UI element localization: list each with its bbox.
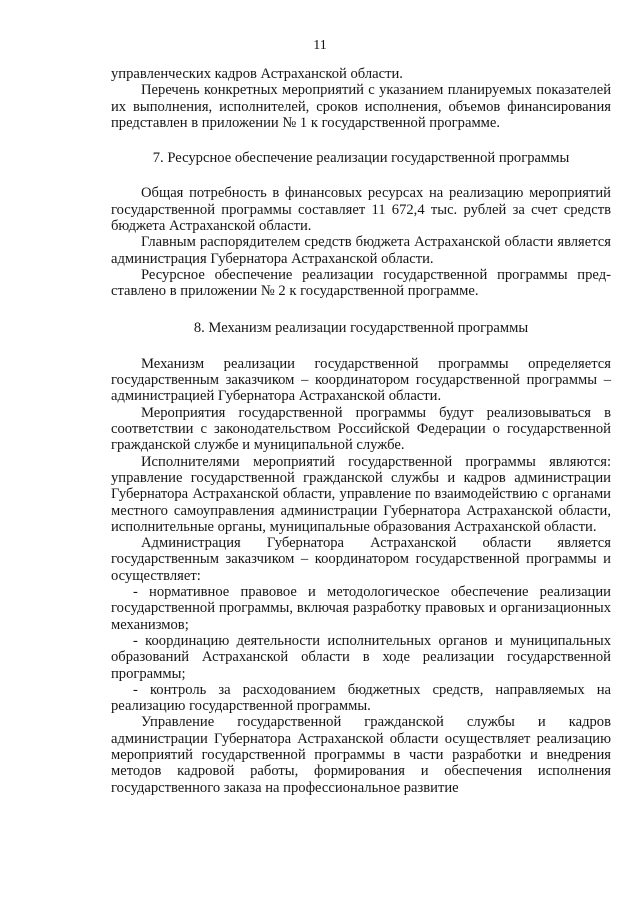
- paragraph-administration-role: Администрация Губернатора Астраханской области является государственным заказчиком – координатором государственной программы и осуществляет:: [111, 535, 611, 584]
- page-number: 11: [313, 38, 327, 53]
- paragraph-activities-list: Перечень конкретных мероприятий с указанием планируемых показателей их выполнения, исполнителей, сроков исполнения, объемов финансирования представлен в приложении № 1 к государственной программе.: [111, 82, 611, 131]
- paragraph-financial-need: Общая потребность в финансовых ресурсах на реализацию мероприятий государственной программы составляет 11 672,4 тыс. рублей за счет средств бюджета Астраханской области.: [111, 185, 611, 235]
- list-item-normative: - нормативное правовое и методологическое обеспечение реализации государственной программы, включая разработку правовых и организационных механизмов;: [111, 584, 611, 633]
- paragraph-main-manager: Главным распорядителем средств бюджета Астраханской области является администрация Губернатора Астраханской области.: [111, 234, 611, 267]
- document-body: [111, 66, 611, 796]
- paragraph-executors: Исполнителями мероприятий государственной программы являются: управление государственной гражданской службы и кадров администрации Губернатора Астраханской области, управление по взаимодействию с органами местного самоуправления администрации Губернатора Астраханской области, исполнительные органы, муниципальные образования Астраханской области.: [111, 453, 611, 535]
- section-8-heading: 8. Механизм реализации государственной программы: [193, 319, 529, 336]
- paragraph-mechanism: Механизм реализации государственной программы определяется государственным заказчиком – координатором государственной программы – администрацией Губернатора Астраханской области.: [111, 355, 611, 405]
- list-item-coordination: - координацию деятельности исполнительных органов и муниципальных образований Астраханской области в ходе реализации государственной программы;: [111, 632, 611, 682]
- paragraph-resource-appendix: Ресурсное обеспечение реализации государственной программы представлено в приложении № 2 к государственной программе.: [111, 266, 611, 300]
- paragraph-continuation: управленческих кадров Астраханской области.: [111, 66, 403, 82]
- section-7-heading: 7. Ресурсное обеспечение реализации государственной программы: [152, 150, 570, 167]
- paragraph-personnel-department: Управление государственной гражданской службы и кадров администрации Губернатора Астраханской области осуществляет реализацию мероприятий государственной программы в части разработки и внедрения методов кадровой работы, формирования и обеспечения исполнения государственного заказа на профессиональное развитие: [111, 714, 611, 796]
- list-item-control: - контроль за расходованием бюджетных средств, направляемых на реализацию государственной программы.: [111, 681, 611, 715]
- paragraph-legislation: Мероприятия государственной программы будут реализовываться в соответствии с законодательством Российской Федерации о государственной гражданской службе и муниципальной службе.: [111, 404, 611, 454]
